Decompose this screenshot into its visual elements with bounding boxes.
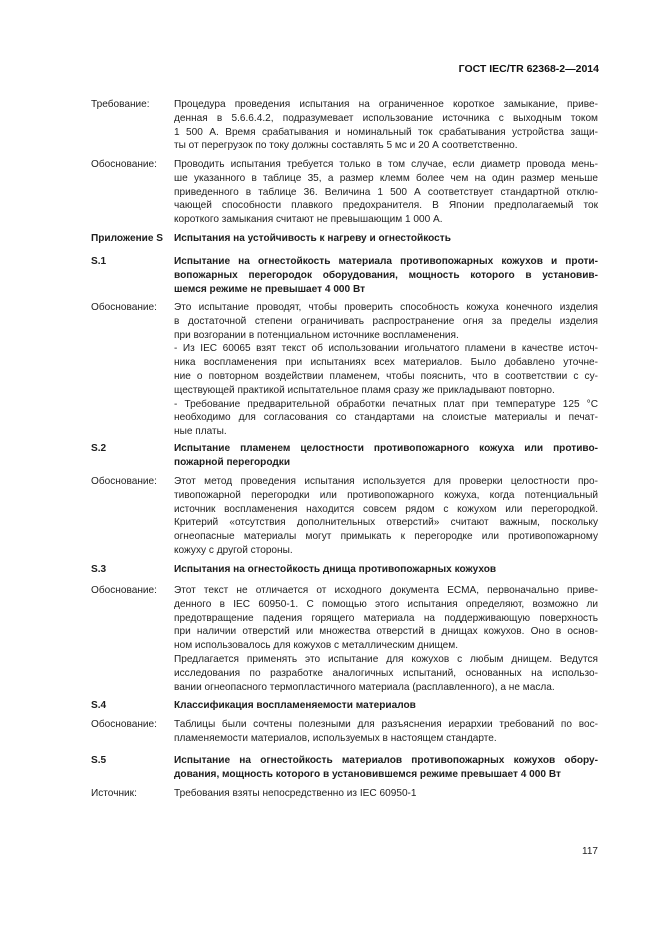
- block-label: Обоснование:: [91, 719, 157, 730]
- block-label: S.3: [91, 564, 107, 575]
- rationale-block: [91, 158, 598, 227]
- rationale-block: [91, 475, 598, 558]
- text-line: при возгорании в потенциальном источнике воспламенения.: [174, 329, 459, 341]
- source-block: [91, 787, 598, 801]
- text-line: ные платы.: [174, 426, 227, 438]
- text-line: необходимо для согласования со стандартами на слоистые материалы и печат-: [174, 412, 598, 424]
- block-label: Источник:: [91, 788, 137, 799]
- text-line: ты от перегрузок по току должны составлять 5 мс и 20 А соответственно.: [174, 140, 518, 152]
- text-line: ние о повторном воздействии пламенем, чтобы пояснить, что в соответствии с су-: [174, 370, 598, 382]
- block-label: Обоснование:: [91, 302, 157, 313]
- text-line: Испытание на огнестойкость материалов противопожарных кожухов обору-: [174, 755, 598, 766]
- text-line: денного в IEC 60950-1. С помощью этого испытания определяют, возможно ли: [174, 598, 598, 610]
- text-line: денная в 5.6.6.4.2, подразумевает использование источника с выходным током: [174, 112, 598, 124]
- block-label: Приложение S: [91, 233, 164, 244]
- text-line: Критерий «отсутствия дополнительных отверстий» считают важным, поскольку: [174, 517, 598, 529]
- block-text: [174, 584, 598, 694]
- text-line: короткого замыкания считают не превышающим 1 000 А.: [174, 214, 443, 226]
- block-text: [174, 787, 598, 801]
- requirement-block: [91, 98, 598, 153]
- text-line: Это испытание проводят, чтобы проверить способность кожуха конечного изделия: [174, 302, 598, 313]
- rationale-block: [91, 718, 598, 746]
- text-line: Классификация воспламеняемости материалов: [174, 700, 416, 711]
- text-line: Таблицы были сочтены полезными для разъяснения иерархии требований по вос-: [174, 719, 598, 730]
- text-line: - Из IEC 60065 взят текст об использовании игольчатого пламени в качестве источ-: [174, 343, 598, 355]
- block-label: S.5: [91, 755, 107, 766]
- text-line: пожарной перегородки: [174, 456, 291, 468]
- block-label: Обоснование:: [91, 159, 157, 170]
- text-line: Требования взяты непосредственно из IEC 60950-1: [174, 788, 417, 799]
- text-line: ше указанного в таблице 35, а размер клемм более чем на один размер меньше: [174, 172, 598, 184]
- text-line: пламеняемости материалов, используемых в настоящем стандарте.: [174, 732, 497, 744]
- text-line: ника воспламенения при испытаниях всех материалов. Было добавлено уточне-: [174, 357, 598, 369]
- section-heading-s4: [91, 699, 598, 713]
- text-line: огнеопасные материалы могут примыкать к перегородке или противопожарному: [174, 531, 598, 543]
- block-text: [174, 255, 598, 296]
- block-label: S.4: [91, 700, 107, 711]
- text-line: Испытание пламенем целостности противопожарного кожуха или противо-: [174, 443, 598, 454]
- text-line: дования, мощность которого в установившемся режиме превышает 4 000 Вт: [174, 768, 561, 780]
- section-heading-s1: [91, 255, 598, 296]
- text-line: вании огнеопасного термопластичного материала (расплавленного), а не масла.: [174, 681, 555, 693]
- text-line: Предлагается применять это испытание для кожухов с любым днищем. Ведутся: [174, 653, 598, 665]
- block-text: [174, 754, 598, 782]
- text-line: шемся режиме не превышает 4 000 Вт: [174, 283, 366, 295]
- text-line: 1 500 А. Время срабатывания и номинальный ток срабатывания устройства защи-: [174, 126, 598, 138]
- block-text: [174, 232, 598, 246]
- text-line: тивопожарной перегородки или противопожарного кожуха, когда потенциальный: [174, 489, 598, 501]
- block-text: [174, 718, 598, 746]
- block-text: [174, 563, 598, 577]
- text-line: исследования по разработке аналогичных испытаний, основанных на использо-: [174, 667, 598, 679]
- section-heading-s3: [91, 563, 598, 577]
- text-line: вопожарных перегородок оборудования, мощность которого в установив-: [174, 269, 598, 281]
- text-line: при наличии отверстий или множества отверстий в днищах кожухов. Оно в основ-: [174, 626, 598, 638]
- block-text: [174, 475, 598, 558]
- block-label: S.2: [91, 443, 107, 454]
- text-line: Испытания на устойчивость к нагреву и огнестойкость: [174, 233, 451, 244]
- rationale-block: [91, 584, 598, 694]
- block-label: Обоснование:: [91, 476, 157, 487]
- text-line: Этот метод проведения испытания используется для проверки целостности про-: [174, 476, 598, 487]
- block-text: [174, 301, 598, 439]
- block-text: [174, 98, 598, 153]
- block-label: Требование:: [91, 99, 150, 110]
- text-line: Испытания на огнестойкость днища противопожарных кожухов: [174, 564, 497, 575]
- block-text: [174, 158, 598, 227]
- text-line: Процедура проведения испытания на ограниченное короткое замыкание, приве-: [174, 99, 598, 110]
- text-line: приведенного в таблице 36. Величина 1 500 А соответствует стандартной отклю-: [174, 186, 598, 198]
- section-heading-s5: [91, 754, 598, 782]
- document-header: ГОСТ IEC/TR 62368-2—2014: [458, 63, 599, 75]
- block-label: S.1: [91, 256, 107, 267]
- block-text: [174, 699, 598, 713]
- page-number: 117: [582, 846, 598, 857]
- appendix-heading: [91, 232, 598, 246]
- text-line: источник воспламенения находится совсем рядом с кожухом или перегородкой.: [174, 503, 598, 515]
- text-line: - Требование предварительной обработки печатных плат при температуре 125 °С: [174, 398, 598, 410]
- block-label: Обоснование:: [91, 585, 157, 596]
- text-line: Этот текст не отличается от исходного документа ЕСМА, первоначально приве-: [174, 585, 598, 596]
- text-line: ном использовалось для кожухов с металлическим днищем.: [174, 640, 459, 652]
- text-line: кожуху с другой стороны.: [174, 544, 293, 556]
- text-line: предотвращение падения горящего материала на поддерживающую поверхность: [174, 612, 598, 624]
- text-line: Испытание на огнестойкость материала противопожарных кожухов и проти-: [174, 256, 598, 267]
- text-line: в достаточной степени ограничивать распространение огня за пределы изделия: [174, 315, 598, 327]
- text-line: Проводить испытания требуется только в том случае, если диаметр провода мень-: [174, 159, 598, 170]
- text-line: ществующей практикой испытательное пламя сразу же прикладывают повторно.: [174, 384, 555, 396]
- block-text: [174, 442, 598, 470]
- text-line: чающей способности плавкого предохранителя. В Японии предполагаемый ток: [174, 200, 598, 212]
- section-heading-s2: [91, 442, 598, 470]
- rationale-block: [91, 301, 598, 439]
